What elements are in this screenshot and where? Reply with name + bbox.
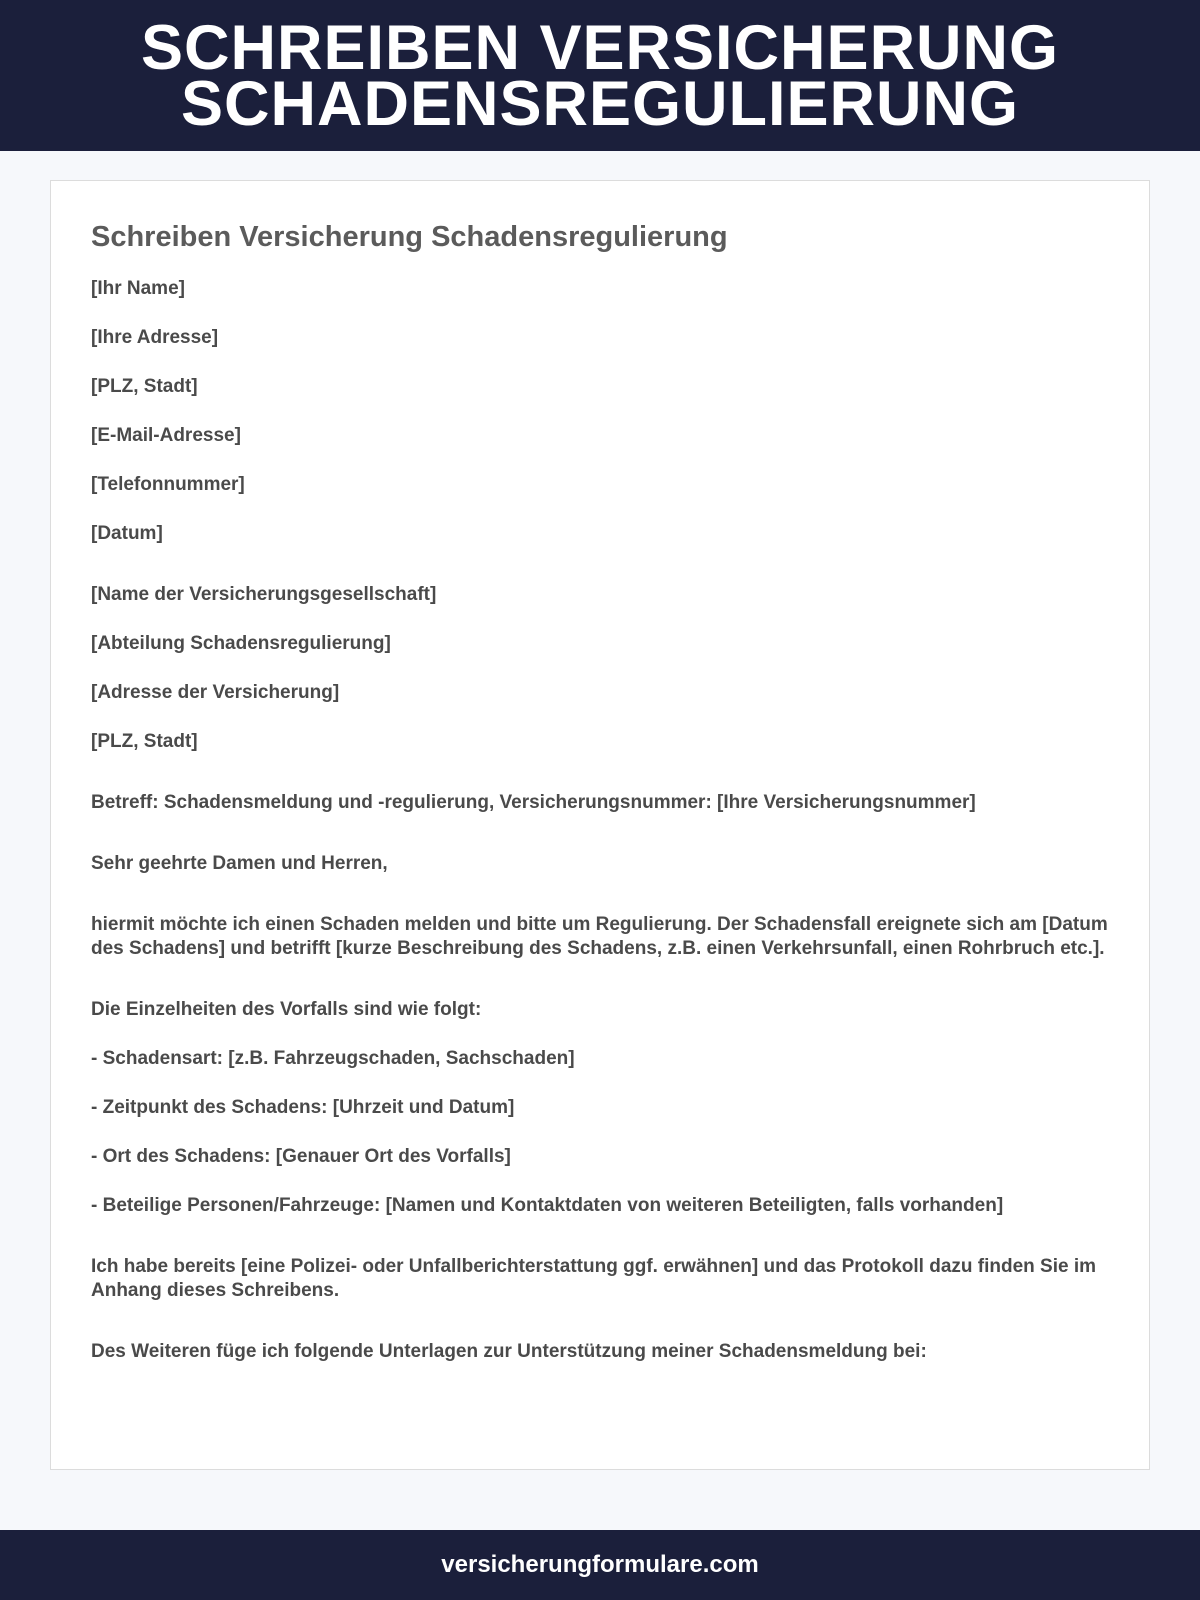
attachments-intro: Des Weiteren füge ich folgende Unterlagen zur Unterstützung meiner Schadensmeldung bei: xyxy=(91,1341,927,1362)
detail-item: - Beteilige Personen/Fahrzeuge: [Namen und Kontaktdaten von weiteren Beteiligten, falls vorhanden] xyxy=(91,1195,1004,1216)
letter-card xyxy=(50,180,1150,1470)
details-intro: Die Einzelheiten des Vorfalls sind wie folgt: xyxy=(91,999,482,1020)
recipient-company: [Name der Versicherungsgesellschaft] xyxy=(91,584,437,605)
recipient-address: [Adresse der Versicherung] xyxy=(91,682,340,703)
sender-email: [E-Mail-Adresse] xyxy=(91,425,241,446)
sender-date: [Datum] xyxy=(91,523,163,544)
footer-site-link[interactable]: versicherungformulare.com xyxy=(441,1551,759,1578)
sender-phone: [Telefonnummer] xyxy=(91,474,245,495)
page-header xyxy=(0,0,1200,151)
intro-paragraph: hiermit möchte ich einen Schaden melden und bitte um Regulierung. Der Schadensfall ereignete sich am [Datum des Schadens] und betrifft [kurze Beschreibung des Schadens, z.B. einen Verkehrsunfall, einen Rohrbruch etc.]. xyxy=(91,914,1108,959)
page-footer xyxy=(0,1530,1200,1600)
subject-line: Betreff: Schadensmeldung und -regulierung, Versicherungsnummer: [Ihre Versicherungsnummer] xyxy=(91,792,976,813)
document-title: Schreiben Versicherung Schadensregulierung xyxy=(91,221,728,253)
salutation: Sehr geehrte Damen und Herren, xyxy=(91,853,388,874)
detail-item: - Schadensart: [z.B. Fahrzeugschaden, Sachschaden] xyxy=(91,1048,575,1069)
sender-city: [PLZ, Stadt] xyxy=(91,376,198,397)
detail-item: - Zeitpunkt des Schadens: [Uhrzeit und Datum] xyxy=(91,1097,515,1118)
recipient-department: [Abteilung Schadensregulierung] xyxy=(91,633,391,654)
detail-item: - Ort des Schadens: [Genauer Ort des Vorfalls] xyxy=(91,1146,511,1167)
sender-address: [Ihre Adresse] xyxy=(91,327,219,348)
sender-name: [Ihr Name] xyxy=(91,278,185,299)
header-title: SCHREIBEN VERSICHERUNG SCHADENSREGULIERUNG xyxy=(140,12,1060,139)
police-report-paragraph: Ich habe bereits [eine Polizei- oder Unfallberichterstattung ggf. erwähnen] und das Protokoll dazu finden Sie im Anhang dieses Schreibens. xyxy=(91,1256,1097,1301)
recipient-city: [PLZ, Stadt] xyxy=(91,731,198,752)
